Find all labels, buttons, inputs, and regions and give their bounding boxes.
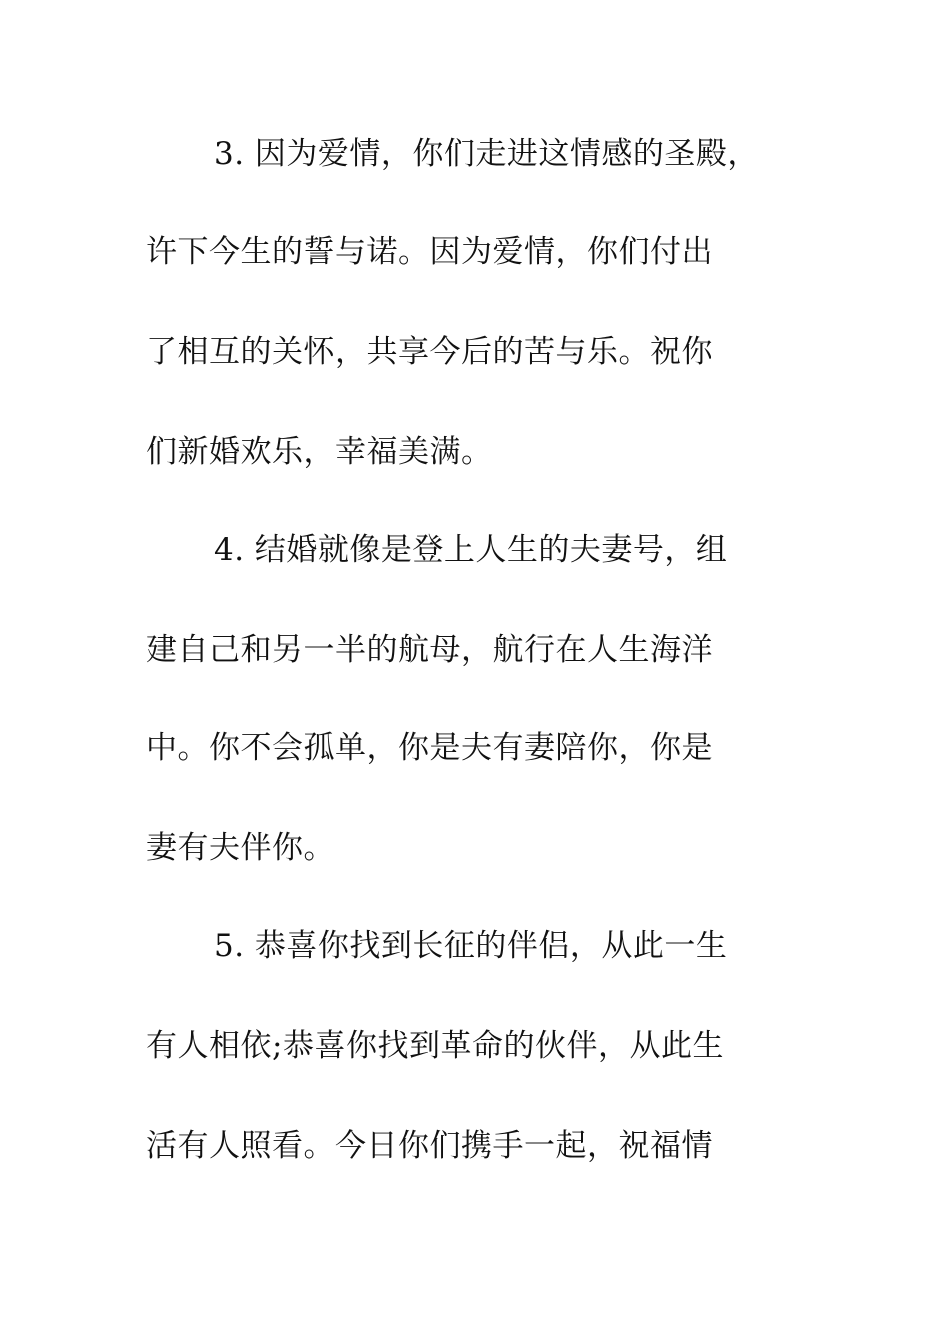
paragraph-5-line-1: 5. 恭喜你找到长征的伴侣，从此一生: [214, 928, 728, 964]
paragraph-4-line-2: 建自己和另一半的航母，航行在人生海洋: [146, 632, 713, 668]
paragraph-4-line-3: 中。你不会孤单，你是夫有妻陪你，你是: [146, 730, 713, 766]
paragraph-4-line-4: 妻有夫伴你。: [146, 830, 335, 866]
paragraph-3-line-3: 了相互的关怀，共享今后的苦与乐。祝你: [146, 334, 713, 370]
paragraph-3-line-2: 许下今生的誓与诺。因为爱情，你们付出: [146, 234, 713, 270]
paragraph-5-line-2: 有人相依;恭喜你找到革命的伙伴，从此生: [146, 1028, 724, 1064]
paragraph-5-line-3: 活有人照看。今日你们携手一起，祝福情: [146, 1128, 713, 1164]
paragraph-3-line-1: 3. 因为爱情，你们走进这情感的圣殿，: [214, 136, 759, 172]
paragraph-3-line-4: 们新婚欢乐，幸福美满。: [146, 434, 493, 470]
paragraph-4-line-1: 4. 结婚就像是登上人生的夫妻号，组: [214, 532, 728, 568]
